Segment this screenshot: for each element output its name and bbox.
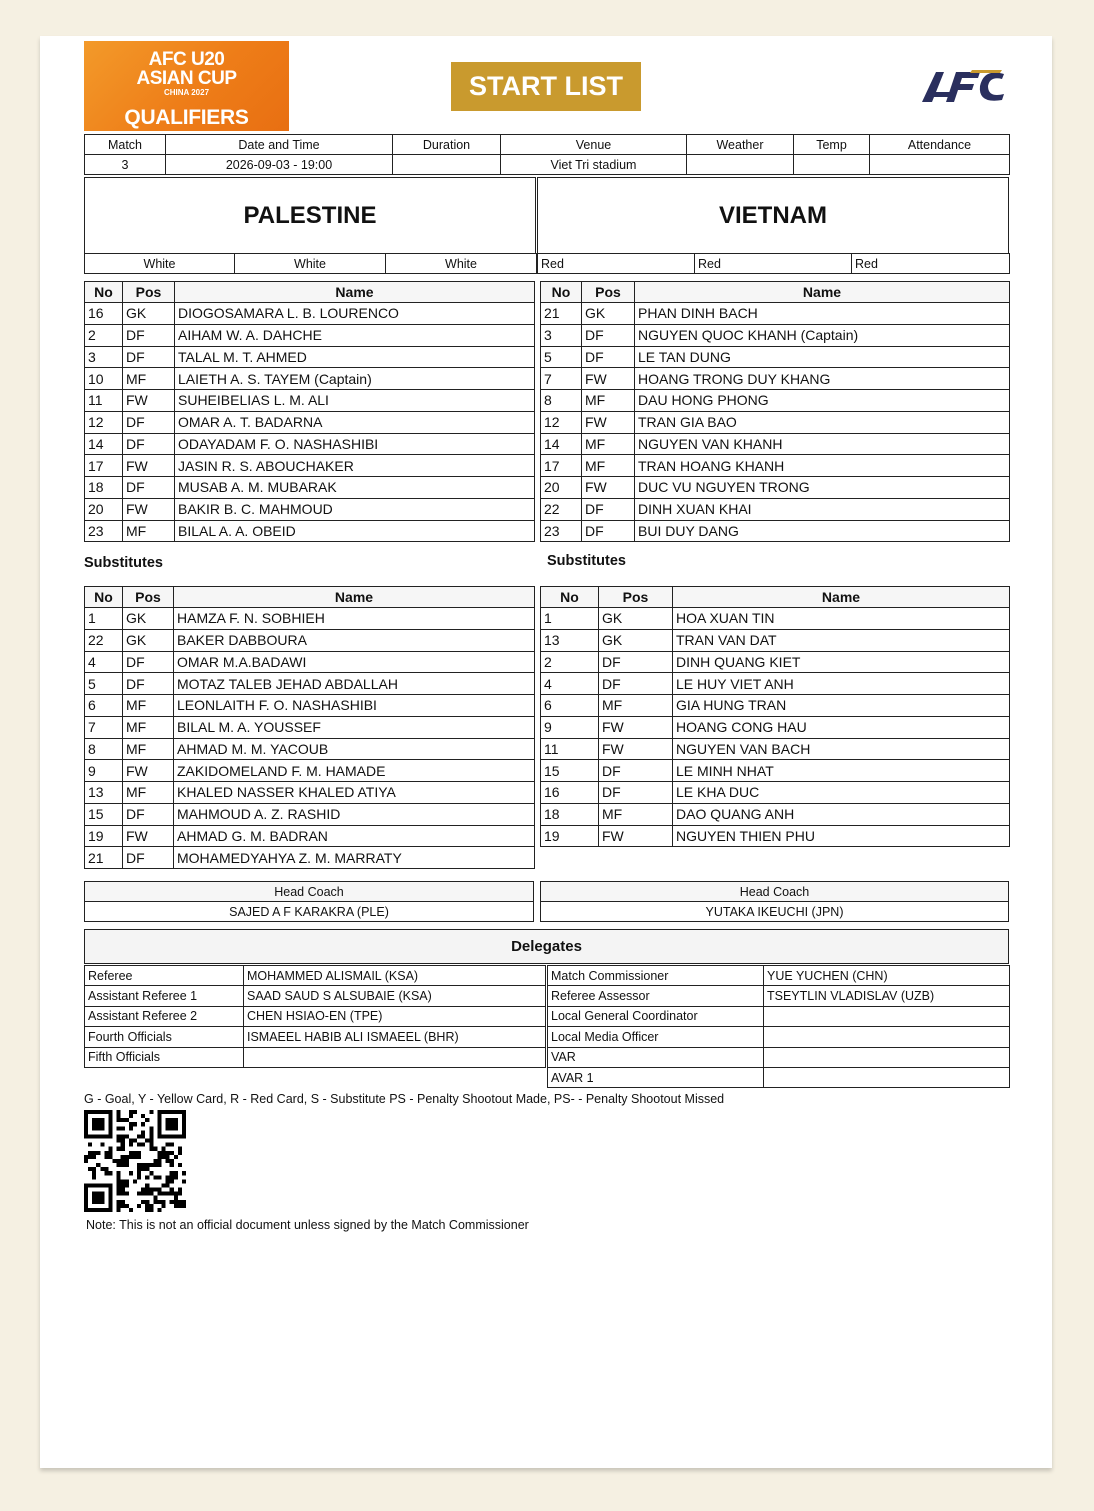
value-match: 3 xyxy=(85,155,166,175)
home-kit-table xyxy=(84,253,537,274)
player-position: DF xyxy=(123,411,175,433)
player-number: 6 xyxy=(85,695,123,717)
player-row xyxy=(85,847,535,869)
away-substitutes-title: Substitutes xyxy=(547,553,626,569)
delegate-role: Fourth Officials xyxy=(85,1027,244,1047)
player-name: OMAR A. T. BADARNA xyxy=(175,411,535,433)
player-row xyxy=(541,803,1010,825)
player-position: GK xyxy=(599,608,673,630)
player-position: MF xyxy=(123,695,174,717)
col-name: Name xyxy=(635,282,1010,303)
player-name: ZAKIDOMELAND F. M. HAMADE xyxy=(174,760,535,782)
player-row xyxy=(85,324,535,346)
header-date-time: Date and Time xyxy=(166,135,393,155)
player-row xyxy=(541,498,1010,520)
col-pos: Pos xyxy=(123,282,175,303)
player-position: FW xyxy=(123,498,175,520)
player-name: OMAR M.A.BADAWI xyxy=(174,651,535,673)
player-number: 5 xyxy=(541,346,582,368)
player-position: DF xyxy=(582,520,635,542)
player-position: FW xyxy=(599,738,673,760)
away-kit-socks: Red xyxy=(852,254,1010,274)
player-number: 15 xyxy=(541,760,599,782)
match-info-value-row xyxy=(85,155,1010,175)
player-name: TRAN VAN DAT xyxy=(673,629,1010,651)
player-number: 14 xyxy=(85,433,123,455)
delegate-row xyxy=(85,1027,546,1047)
player-position: DF xyxy=(599,782,673,804)
player-number: 18 xyxy=(85,477,123,499)
header-attendance: Attendance xyxy=(870,135,1010,155)
delegate-name: SAAD SAUD S ALSUBAIE (KSA) xyxy=(244,986,546,1006)
value-duration xyxy=(393,155,501,175)
header-weather: Weather xyxy=(687,135,794,155)
player-name: NGUYEN VAN KHANH xyxy=(635,433,1010,455)
player-position: FW xyxy=(582,411,635,433)
player-position: DF xyxy=(123,477,175,499)
player-position: FW xyxy=(582,477,635,499)
delegate-row xyxy=(85,1006,546,1026)
player-name: JASIN R. S. ABOUCHAKER xyxy=(175,455,535,477)
home-kit-shorts: White xyxy=(235,254,386,274)
delegates-right-table xyxy=(547,965,1010,1088)
player-number: 18 xyxy=(541,803,599,825)
player-name: MOTAZ TALEB JEHAD ABDALLAH xyxy=(174,673,535,695)
player-name: NGUYEN THIEN PHU xyxy=(673,825,1010,847)
player-row xyxy=(85,608,535,630)
player-row xyxy=(541,455,1010,477)
player-name: LE KHA DUC xyxy=(673,782,1010,804)
header-temp: Temp xyxy=(794,135,870,155)
player-number: 9 xyxy=(541,716,599,738)
player-name: LE TAN DUNG xyxy=(635,346,1010,368)
player-number: 20 xyxy=(541,477,582,499)
player-number: 17 xyxy=(85,455,123,477)
player-number: 23 xyxy=(541,520,582,542)
col-name: Name xyxy=(174,587,535,608)
away-kit-shorts: Red xyxy=(695,254,852,274)
player-row xyxy=(85,629,535,651)
delegate-role: Referee xyxy=(85,966,244,986)
player-name: MUSAB A. M. MUBARAK xyxy=(175,477,535,499)
player-position: DF xyxy=(123,803,174,825)
player-number: 17 xyxy=(541,455,582,477)
player-name: ODAYADAM F. O. NASHASHIBI xyxy=(175,433,535,455)
delegate-row xyxy=(548,1067,1010,1087)
page-title: START LIST xyxy=(451,62,641,111)
disclaimer-note: Note: This is not an official document unless signed by the Match Commissioner xyxy=(86,1218,529,1232)
value-venue: Viet Tri stadium xyxy=(501,155,687,175)
delegate-row xyxy=(548,1047,1010,1067)
player-number: 6 xyxy=(541,695,599,717)
delegate-row xyxy=(548,986,1010,1006)
away-coach-table xyxy=(540,881,1009,922)
header-duration: Duration xyxy=(393,135,501,155)
player-row xyxy=(85,390,535,412)
col-pos: Pos xyxy=(582,282,635,303)
col-pos: Pos xyxy=(123,587,174,608)
header-venue: Venue xyxy=(501,135,687,155)
player-name: DAU HONG PHONG xyxy=(635,390,1010,412)
player-row xyxy=(85,782,535,804)
legend-text: G - Goal, Y - Yellow Card, R - Red Card, S - Substitute PS - Penalty Shootout Made, PS- - Penalty Shootout Missed xyxy=(84,1092,725,1106)
player-number: 20 xyxy=(85,498,123,520)
player-name: LEONLAITH F. O. NASHASHIBI xyxy=(174,695,535,717)
player-number: 22 xyxy=(541,498,582,520)
player-row xyxy=(541,324,1010,346)
col-no: No xyxy=(541,282,582,303)
player-name: DINH QUANG KIET xyxy=(673,651,1010,673)
player-row xyxy=(85,803,535,825)
player-position: MF xyxy=(599,695,673,717)
player-row xyxy=(541,825,1010,847)
player-number: 12 xyxy=(85,411,123,433)
qr-code-icon xyxy=(84,1110,186,1212)
value-temp xyxy=(794,155,870,175)
player-name: NGUYEN VAN BACH xyxy=(673,738,1010,760)
delegate-row xyxy=(548,1027,1010,1047)
player-name: DINH XUAN KHAI xyxy=(635,498,1010,520)
delegate-role: Match Commissioner xyxy=(548,966,764,986)
player-position: MF xyxy=(123,368,175,390)
player-name: HAMZA F. N. SOBHIEH xyxy=(174,608,535,630)
player-name: BUI DUY DANG xyxy=(635,520,1010,542)
player-name: HOA XUAN TIN xyxy=(673,608,1010,630)
logo-line-3: CHINA 2027 xyxy=(163,88,210,97)
player-number: 9 xyxy=(85,760,123,782)
logo-line-1: AFC U20 xyxy=(148,49,225,70)
player-number: 11 xyxy=(541,738,599,760)
player-row xyxy=(85,303,535,325)
player-position: FW xyxy=(123,390,175,412)
player-name: BAKIR B. C. MAHMOUD xyxy=(175,498,535,520)
afc-logo-icon xyxy=(920,66,1010,106)
player-position: DF xyxy=(123,324,175,346)
delegate-role: Referee Assessor xyxy=(548,986,764,1006)
away-coach-name: YUTAKA IKEUCHI (JPN) xyxy=(541,902,1009,922)
player-number: 5 xyxy=(85,673,123,695)
home-substitutes-title: Substitutes xyxy=(84,555,163,571)
away-kit-table xyxy=(537,253,1010,274)
delegate-name: ISMAEEL HABIB ALI ISMAEEL (BHR) xyxy=(244,1027,546,1047)
player-name: LAIETH A. S. TAYEM (Captain) xyxy=(175,368,535,390)
value-date-time: 2026-09-03 - 19:00 xyxy=(166,155,393,175)
delegate-role: Local General Coordinator xyxy=(548,1006,764,1026)
player-number: 16 xyxy=(541,782,599,804)
player-row xyxy=(85,498,535,520)
player-row xyxy=(541,651,1010,673)
player-position: MF xyxy=(123,738,174,760)
player-number: 19 xyxy=(541,825,599,847)
player-row xyxy=(85,477,535,499)
player-row xyxy=(541,695,1010,717)
delegate-row xyxy=(85,966,546,986)
player-position: MF xyxy=(599,803,673,825)
away-team-name: VIETNAM xyxy=(537,177,1009,254)
player-number: 1 xyxy=(541,608,599,630)
delegate-row xyxy=(85,986,546,1006)
player-row xyxy=(85,716,535,738)
home-substitutes-table xyxy=(84,586,535,869)
player-row xyxy=(541,390,1010,412)
player-name: PHAN DINH BACH xyxy=(635,303,1010,325)
player-row xyxy=(85,520,535,542)
player-row xyxy=(541,368,1010,390)
player-number: 3 xyxy=(85,346,123,368)
player-number: 4 xyxy=(541,673,599,695)
home-starters-table xyxy=(84,281,535,542)
delegate-role: Local Media Officer xyxy=(548,1027,764,1047)
player-number: 2 xyxy=(541,651,599,673)
player-row xyxy=(541,738,1010,760)
player-name: TRAN GIA BAO xyxy=(635,411,1010,433)
tournament-logo xyxy=(84,41,289,131)
player-row xyxy=(541,782,1010,804)
player-position: GK xyxy=(582,303,635,325)
player-row xyxy=(85,651,535,673)
away-coach-label: Head Coach xyxy=(541,882,1009,902)
player-number: 19 xyxy=(85,825,123,847)
player-position: MF xyxy=(582,455,635,477)
player-row xyxy=(541,303,1010,325)
player-row xyxy=(85,760,535,782)
match-info-table xyxy=(84,134,1010,175)
player-position: DF xyxy=(123,346,175,368)
player-name: LE HUY VIET ANH xyxy=(673,673,1010,695)
player-number: 13 xyxy=(85,782,123,804)
player-row xyxy=(85,368,535,390)
player-row xyxy=(541,346,1010,368)
delegate-name xyxy=(764,1006,1010,1026)
col-no: No xyxy=(85,587,123,608)
player-name: MOHAMEDYAHYA Z. M. MARRATY xyxy=(174,847,535,869)
player-number: 7 xyxy=(541,368,582,390)
player-name: DIOGOSAMARA L. B. LOURENCO xyxy=(175,303,535,325)
logo-line-4: QUALIFIERS xyxy=(124,106,249,129)
player-position: GK xyxy=(123,608,174,630)
delegate-name xyxy=(764,1067,1010,1087)
player-number: 10 xyxy=(85,368,123,390)
player-position: MF xyxy=(123,716,174,738)
col-name: Name xyxy=(175,282,535,303)
player-position: FW xyxy=(599,825,673,847)
player-position: GK xyxy=(123,303,175,325)
player-name: HOANG CONG HAU xyxy=(673,716,1010,738)
delegate-name: TSEYTLIN VLADISLAV (UZB) xyxy=(764,986,1010,1006)
col-name: Name xyxy=(673,587,1010,608)
player-number: 4 xyxy=(85,651,123,673)
value-attendance xyxy=(870,155,1010,175)
away-kit-shirt: Red xyxy=(538,254,695,274)
player-row xyxy=(85,825,535,847)
player-name: MAHMOUD A. Z. RASHID xyxy=(174,803,535,825)
player-position: DF xyxy=(599,760,673,782)
player-position: DF xyxy=(123,433,175,455)
player-position: FW xyxy=(599,716,673,738)
delegate-role: AVAR 1 xyxy=(548,1067,764,1087)
player-position: DF xyxy=(123,651,174,673)
player-position: DF xyxy=(599,651,673,673)
home-coach-label: Head Coach xyxy=(85,882,534,902)
player-row xyxy=(541,433,1010,455)
player-name: GIA HUNG TRAN xyxy=(673,695,1010,717)
player-position: DF xyxy=(582,498,635,520)
delegate-row xyxy=(85,1047,546,1067)
delegates-left-table xyxy=(84,965,546,1068)
player-row xyxy=(541,520,1010,542)
player-row xyxy=(541,716,1010,738)
player-row xyxy=(85,455,535,477)
delegate-row xyxy=(548,1006,1010,1026)
player-name: BILAL M. A. YOUSSEF xyxy=(174,716,535,738)
value-weather xyxy=(687,155,794,175)
home-coach-name: SAJED A F KARAKRA (PLE) xyxy=(85,902,534,922)
delegate-name xyxy=(764,1047,1010,1067)
player-position: MF xyxy=(582,390,635,412)
player-position: MF xyxy=(123,782,174,804)
player-name: AHMAD G. M. BADRAN xyxy=(174,825,535,847)
player-name: KHALED NASSER KHALED ATIYA xyxy=(174,782,535,804)
player-number: 2 xyxy=(85,324,123,346)
player-number: 16 xyxy=(85,303,123,325)
player-position: DF xyxy=(123,847,174,869)
away-substitutes-table xyxy=(540,586,1010,847)
player-row xyxy=(541,411,1010,433)
player-position: MF xyxy=(582,433,635,455)
delegate-name xyxy=(764,1027,1010,1047)
player-row xyxy=(85,695,535,717)
player-name: BILAL A. A. OBEID xyxy=(175,520,535,542)
player-number: 14 xyxy=(541,433,582,455)
player-name: TALAL M. T. AHMED xyxy=(175,346,535,368)
player-number: 13 xyxy=(541,629,599,651)
player-name: LE MINH NHAT xyxy=(673,760,1010,782)
player-name: HOANG TRONG DUY KHANG xyxy=(635,368,1010,390)
player-position: GK xyxy=(599,629,673,651)
away-starters-table xyxy=(540,281,1010,542)
header-match: Match xyxy=(85,135,166,155)
player-number: 21 xyxy=(541,303,582,325)
delegate-name: YUE YUCHEN (CHN) xyxy=(764,966,1010,986)
player-name: SUHEIBELIAS L. M. ALI xyxy=(175,390,535,412)
player-position: DF xyxy=(582,346,635,368)
player-position: FW xyxy=(123,825,174,847)
col-no: No xyxy=(85,282,123,303)
player-row xyxy=(541,629,1010,651)
player-number: 21 xyxy=(85,847,123,869)
delegate-role: Assistant Referee 2 xyxy=(85,1006,244,1026)
player-name: BAKER DABBOURA xyxy=(174,629,535,651)
player-number: 15 xyxy=(85,803,123,825)
delegate-role: Fifth Officials xyxy=(85,1047,244,1067)
player-number: 8 xyxy=(85,738,123,760)
player-name: TRAN HOANG KHANH xyxy=(635,455,1010,477)
player-number: 8 xyxy=(541,390,582,412)
delegate-name xyxy=(244,1047,546,1067)
delegate-name: CHEN HSIAO-EN (TPE) xyxy=(244,1006,546,1026)
player-position: DF xyxy=(582,324,635,346)
player-row xyxy=(85,433,535,455)
delegate-role: Assistant Referee 1 xyxy=(85,986,244,1006)
player-name: NGUYEN QUOC KHANH (Captain) xyxy=(635,324,1010,346)
player-row xyxy=(541,673,1010,695)
player-position: FW xyxy=(582,368,635,390)
delegate-row xyxy=(548,966,1010,986)
player-row xyxy=(85,738,535,760)
player-number: 1 xyxy=(85,608,123,630)
start-list-sheet xyxy=(40,36,1052,1468)
player-name: AIHAM W. A. DAHCHE xyxy=(175,324,535,346)
player-row xyxy=(541,760,1010,782)
player-number: 11 xyxy=(85,390,123,412)
player-number: 3 xyxy=(541,324,582,346)
player-number: 12 xyxy=(541,411,582,433)
home-coach-table xyxy=(84,881,534,922)
delegate-role: VAR xyxy=(548,1047,764,1067)
home-kit-shirt: White xyxy=(85,254,235,274)
player-number: 23 xyxy=(85,520,123,542)
player-row xyxy=(85,346,535,368)
home-kit-socks: White xyxy=(386,254,537,274)
player-position: GK xyxy=(123,629,174,651)
col-no: No xyxy=(541,587,599,608)
col-pos: Pos xyxy=(599,587,673,608)
player-row xyxy=(541,477,1010,499)
player-position: MF xyxy=(123,520,175,542)
player-number: 7 xyxy=(85,716,123,738)
player-position: DF xyxy=(599,673,673,695)
player-number: 22 xyxy=(85,629,123,651)
home-team-name: PALESTINE xyxy=(84,177,536,254)
player-position: DF xyxy=(123,673,174,695)
player-name: AHMAD M. M. YACOUB xyxy=(174,738,535,760)
delegates-title: Delegates xyxy=(84,929,1009,964)
logo-line-2: ASIAN CUP xyxy=(136,68,237,89)
player-position: FW xyxy=(123,760,174,782)
player-row xyxy=(541,608,1010,630)
delegate-name: MOHAMMED ALISMAIL (KSA) xyxy=(244,966,546,986)
player-row xyxy=(85,411,535,433)
player-position: FW xyxy=(123,455,175,477)
player-row xyxy=(85,673,535,695)
player-name: DUC VU NGUYEN TRONG xyxy=(635,477,1010,499)
match-info-header-row xyxy=(85,135,1010,155)
player-name: DAO QUANG ANH xyxy=(673,803,1010,825)
